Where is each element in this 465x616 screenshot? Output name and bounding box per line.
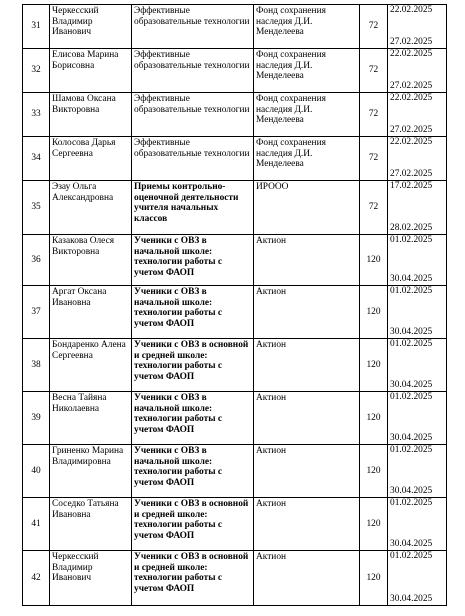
date-range	[388, 551, 447, 606]
table-row	[23, 551, 447, 606]
table-row	[23, 392, 447, 445]
organization: Фонд сохранения наследия Д.И. Менделеева	[254, 137, 360, 181]
organization: Актион	[254, 392, 360, 445]
start-date: 01.02.2025	[390, 339, 433, 349]
hours: 72	[360, 5, 388, 49]
end-date: 27.02.2025	[390, 37, 433, 48]
table-row	[23, 286, 447, 339]
organization: Фонд сохранения наследия Д.И. Менделеева	[254, 93, 360, 137]
end-date: 27.02.2025	[390, 125, 433, 136]
start-date: 01.02.2025	[390, 445, 433, 455]
start-date: 17.02.2025	[390, 181, 433, 191]
teacher-name: Черкесский Владимир Иванович	[50, 551, 132, 606]
course-title: Ученики с ОВЗ в основной и средней школе: технологии работы с учетом ФАОП	[132, 551, 254, 606]
teacher-name: Казакова Олеся Викторовна	[50, 235, 132, 286]
row-number: 31	[23, 5, 50, 49]
hours: 120	[360, 445, 388, 498]
date-range-wrap	[390, 235, 444, 285]
date-range	[388, 235, 447, 286]
end-date: 30.04.2025	[390, 274, 433, 285]
course-title: Ученики с ОВЗ в начальной школе: технологии работы с учетом ФАОП	[132, 235, 254, 286]
row-number: 33	[23, 93, 50, 137]
teacher-name: Колосова Дарья Сергеевна	[50, 137, 132, 181]
hours: 120	[360, 235, 388, 286]
end-date: 30.04.2025	[390, 380, 433, 391]
hours: 120	[360, 339, 388, 392]
teacher-name: Соседко Татьяна Ивановна	[50, 498, 132, 551]
organization: Актион	[254, 339, 360, 392]
teacher-name: Аргат Оксана Ивановна	[50, 286, 132, 339]
end-date: 28.02.2025	[390, 223, 433, 234]
date-range-wrap	[390, 93, 444, 136]
course-title: Эффективные образовательные технологии	[132, 93, 254, 137]
date-range-wrap	[390, 49, 444, 92]
end-date: 27.02.2025	[390, 81, 433, 92]
date-range	[388, 5, 447, 49]
date-range	[388, 339, 447, 392]
course-title: Приемы контрольно-оценочной деятельности учителя начальных классов	[132, 181, 254, 235]
date-range-wrap	[390, 498, 444, 550]
hours: 72	[360, 181, 388, 235]
teacher-name: Весна Тайяна Николаевна	[50, 392, 132, 445]
organization: Актион	[254, 286, 360, 339]
start-date: 01.02.2025	[390, 551, 433, 561]
organization: Фонд сохранения наследия Д.И. Менделеева	[254, 49, 360, 93]
row-number: 38	[23, 339, 50, 392]
date-range	[388, 137, 447, 181]
training-table	[22, 4, 447, 606]
teacher-name: Елисова Марина Борисовна	[50, 49, 132, 93]
table-row	[23, 339, 447, 392]
course-title: Эффективные образовательные технологии	[132, 49, 254, 93]
start-date: 01.02.2025	[390, 498, 433, 508]
teacher-name: Эзау Ольга Александровна	[50, 181, 132, 235]
table-row	[23, 93, 447, 137]
organization: ИРООО	[254, 181, 360, 235]
end-date: 30.04.2025	[390, 486, 433, 497]
end-date: 30.04.2025	[390, 594, 433, 605]
course-title: Ученики с ОВЗ в основной и средней школе: технологии работы с учетом ФАОП	[132, 498, 254, 551]
date-range-wrap	[390, 5, 444, 48]
table-row	[23, 181, 447, 235]
date-range-wrap	[390, 137, 444, 180]
table-row	[23, 498, 447, 551]
date-range-wrap	[390, 339, 444, 391]
start-date: 22.02.2025	[390, 93, 433, 103]
organization: Фонд сохранения наследия Д.И. Менделеева	[254, 5, 360, 49]
row-number: 37	[23, 286, 50, 339]
hours: 120	[360, 551, 388, 606]
table-row	[23, 235, 447, 286]
start-date: 01.02.2025	[390, 286, 433, 296]
hours: 120	[360, 286, 388, 339]
end-date: 30.04.2025	[390, 327, 433, 338]
date-range-wrap	[390, 445, 444, 497]
end-date: 27.02.2025	[390, 169, 433, 180]
date-range-wrap	[390, 286, 444, 338]
teacher-name: Черкесский Владимир Иванович	[50, 5, 132, 49]
row-number: 41	[23, 498, 50, 551]
date-range	[388, 181, 447, 235]
organization: Актион	[254, 498, 360, 551]
table-row	[23, 5, 447, 49]
teacher-name: Гриненко Марина Владимировна	[50, 445, 132, 498]
course-title: Ученики с ОВЗ в начальной школе: технологии работы с учетом ФАОП	[132, 392, 254, 445]
organization: Актион	[254, 235, 360, 286]
hours: 72	[360, 93, 388, 137]
hours: 72	[360, 137, 388, 181]
teacher-name: Бондаренко Алена Сергеевна	[50, 339, 132, 392]
course-title: Ученики с ОВЗ в основной и средней школе: технологии работы с учетом ФАОП	[132, 339, 254, 392]
date-range-wrap	[390, 551, 444, 605]
start-date: 22.02.2025	[390, 49, 433, 59]
table-row	[23, 445, 447, 498]
table-row	[23, 49, 447, 93]
hours: 120	[360, 392, 388, 445]
date-range	[388, 392, 447, 445]
end-date: 30.04.2025	[390, 539, 433, 550]
start-date: 01.02.2025	[390, 392, 433, 402]
row-number: 34	[23, 137, 50, 181]
date-range	[388, 93, 447, 137]
course-title: Ученики с ОВЗ в начальной школе: технологии работы с учетом ФАОП	[132, 286, 254, 339]
date-range-wrap	[390, 392, 444, 444]
row-number: 32	[23, 49, 50, 93]
course-title: Эффективные образовательные технологии	[132, 5, 254, 49]
row-number: 35	[23, 181, 50, 235]
date-range	[388, 286, 447, 339]
row-number: 42	[23, 551, 50, 606]
course-title: Ученики с ОВЗ в начальной школе: технологии работы с учетом ФАОП	[132, 445, 254, 498]
hours: 72	[360, 49, 388, 93]
end-date: 30.04.2025	[390, 433, 433, 444]
organization: Актион	[254, 551, 360, 606]
row-number: 40	[23, 445, 50, 498]
date-range-wrap	[390, 181, 444, 234]
table-row	[23, 137, 447, 181]
hours: 120	[360, 498, 388, 551]
table-body	[23, 5, 447, 606]
date-range	[388, 498, 447, 551]
start-date: 22.02.2025	[390, 5, 433, 15]
date-range	[388, 49, 447, 93]
row-number: 39	[23, 392, 50, 445]
course-title: Эффективные образовательные технологии	[132, 137, 254, 181]
organization: Актион	[254, 445, 360, 498]
teacher-name: Шамова Оксана Викторовна	[50, 93, 132, 137]
start-date: 01.02.2025	[390, 235, 433, 245]
row-number: 36	[23, 235, 50, 286]
date-range	[388, 445, 447, 498]
start-date: 22.02.2025	[390, 137, 433, 147]
